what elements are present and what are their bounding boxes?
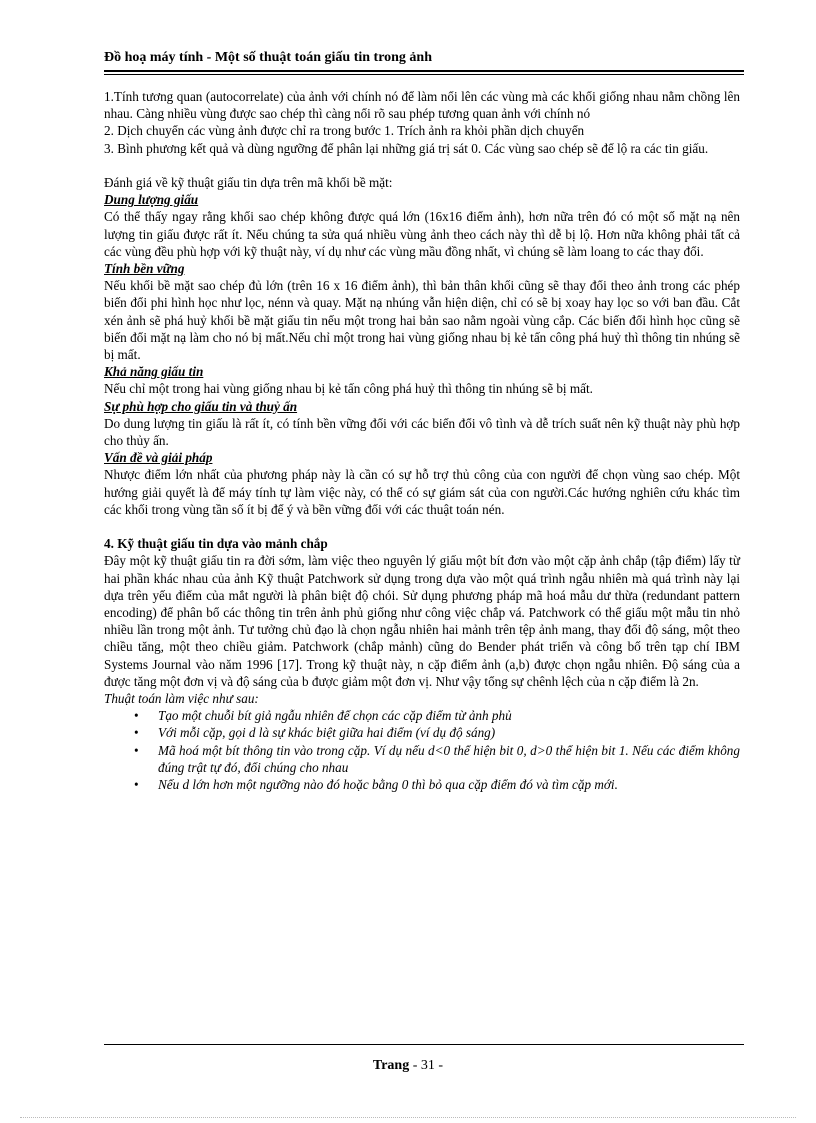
list-item <box>104 707 740 724</box>
page-edge-divider <box>20 1117 796 1118</box>
step-3: 3. Bình phương kết quả và dùng ngưỡng để phân lại những giá trị sát 0. Các vùng sao chép sẽ để lộ ra các tin giấu. <box>104 140 709 156</box>
bullet-icon: • <box>134 725 139 741</box>
page-content <box>104 88 740 793</box>
evaluation-intro: Đánh giá về kỹ thuật giấu tin dựa trên mã khối bề mặt: <box>104 175 393 190</box>
header-rule-thick <box>104 70 744 72</box>
spacer <box>104 157 740 174</box>
subsection-body-capacity: Có thể thấy ngay rằng khối sao chép không được quá lớn (16x16 điểm ảnh), hơn nữa trên đó có một số mặt nạ nên lượng tin giấu được rất ít. Nếu chúng ta sửa quá nhiều vùng ảnh theo cách này thì dễ bị lộ. Hơn nữa không phải tất cả các vùng đều phù hợp với kỹ thuật này, ví dụ như các vùng mầu đồng nhất, vì chúng sẽ làm loang to các thay đổi. <box>104 209 740 259</box>
page-number: - 31 - <box>412 1058 444 1073</box>
subsection-body-suitability: Do dung lượng tin giấu là rất ít, có tính bền vững đối với các biến đổi vô tình và dễ trích suất nên kỹ thuật này phù hợp cho thủy ấn. <box>104 415 740 449</box>
algorithm-steps-list <box>104 707 740 793</box>
spacer <box>104 518 740 535</box>
subsection-body-robustness: Nếu khối bề mặt sao chép đủ lớn (trên 16 x 16 điểm ảnh), thì bản thân khối cũng sẽ thay đổi theo ảnh trong các phép biến đổi phi hình học như lọc, nénn và quay. Mặt nạ nhúng vẫn hiện diện, chỉ có sẽ bị xoay hay lọc so với ban đầu. Cắt xén ảnh sẽ phá huỷ khối bề mặt giấu tin nếu một trong hai bản sao nằm ngoài vùng cắp. Các biến đổi hình học cũng sẽ biến đổi mặt nạ làm cho nó bị mất.Nếu chỉ một trong hai vùng giống nhau bị kẻ tấn công phá huỷ thì thông tin nhúng sẽ bị mất. <box>104 278 740 363</box>
subsection-title-suitability: Sự phù hợp cho giấu tin và thuỷ ấn <box>104 398 298 414</box>
section-4-title: 4. Kỹ thuật giấu tin dựa vào mảnh chắp <box>104 536 328 552</box>
bullet-icon: • <box>134 777 139 793</box>
step-2: 2. Dịch chuyển các vùng ảnh được chỉ ra trong bước 1. Trích ảnh ra khỏi phần dịch chuyển <box>104 123 585 139</box>
subsection-body-hiding-ability: Nếu chỉ một trong hai vùng giống nhau bị kẻ tấn công phá huỷ thì thông tin nhúng sẽ bị mất. <box>104 381 593 397</box>
subsection-title-hiding-ability: Khả năng giấu tin <box>104 364 204 380</box>
page-footer <box>0 1058 816 1074</box>
list-item <box>104 724 740 741</box>
subsection-title-capacity: Dung lượng giấu <box>104 192 199 208</box>
list-item-text: Với mỗi cặp, gọi d là sự khác biệt giữa hai điểm (ví dụ độ sáng) <box>158 725 496 741</box>
step-1: 1.Tính tương quan (autocorrelate) của ảnh với chính nó để làm nổi lên các vùng mà các khối giống nhau nằm chồng lên nhau. Càng nhiều vùng được sao chép thì càng nổi rõ sau phép tương quan ảnh với chính nó <box>104 89 740 122</box>
subsection-title-robustness: Tính bền vững <box>104 261 185 277</box>
header-rule-thin <box>104 74 744 75</box>
footer-rule <box>104 1044 744 1045</box>
bullet-icon: • <box>134 742 139 758</box>
list-item-text: Nếu d lớn hơn một ngưỡng nào đó hoặc bằng 0 thì bỏ qua cặp điểm đó và tìm cặp mới. <box>158 777 618 793</box>
section-4-body: Đây một kỹ thuật giấu tin ra đời sớm, làm việc theo nguyên lý giấu một bít đơn vào một cặp ảnh chắp (tập điểm) lấy từ hai phần khác nhau của ảnh Kỹ thuật Patchwork sử dụng trong dựa vào một quá trình ngẫu nhiên mà quá trình này lại dựa trên yếu điểm của mắt người là phân biệt độ chói. Sử dụng phương pháp mã hoá mẫu dư thừa (redundant pattern encoding) để phân bổ các thông tin trên ảnh phủ giống như công việc chắp vá. Patchwork có thể giấu một mẫu tin nhỏ nhiều lần trong một ảnh. Tư tưởng chủ đạo là chọn ngẫu nhiên hai mảnh trên tệp ảnh mang, thay đổi độ sáng, một theo chiều tăng, một theo chiều giảm. Patchwork (chắp mảnh) cũng do Bender phát triển và công bố trên tạp chí IBM Systems Journal vào năm 1996 [17]. Trong kỹ thuật này, n cặp điểm ảnh (a,b) được chọn ngẫu nhiên. Độ sáng của a được tăng một đơn vị và độ sáng của b được giảm một đơn vị. Như vậy tổng sự chênh lệch của n cặp điểm là 2n. <box>104 553 740 689</box>
page-header-title: Đồ hoạ máy tính - Một số thuật toán giấu tin trong ảnh <box>104 50 433 65</box>
algorithm-intro: Thuật toán làm việc như sau: <box>104 691 259 707</box>
list-item <box>104 776 740 793</box>
page-label: Trang <box>372 1058 410 1073</box>
bullet-icon: • <box>134 708 139 724</box>
list-item-text: Tạo một chuỗi bít giả ngẫu nhiên để chọn các cặp điểm từ ảnh phủ <box>158 708 512 724</box>
list-item <box>104 742 740 776</box>
list-item-text: Mã hoá một bít thông tin vào trong cặp. Ví dụ nếu d<0 thể hiện bit 0, d>0 thể hiện bit 1. Nếu các điểm không đúng trật tự đó, đổi chúng cho nhau <box>158 742 740 775</box>
subsection-body-problems: Nhược điểm lớn nhất của phương pháp này là cần có sự hỗ trợ thủ công của con người để chọn vùng sao chép. Một hướng giải quyết là để máy tính tự làm việc này, có thể có sự giám sát của con người.Các hướng nghiên cứu khác tìm các khối trong vùng tần số ít bị để ý và bền vững đối với các thuật toán nén. <box>104 467 740 517</box>
subsection-title-problems: Vấn đề và giải pháp <box>104 450 213 466</box>
